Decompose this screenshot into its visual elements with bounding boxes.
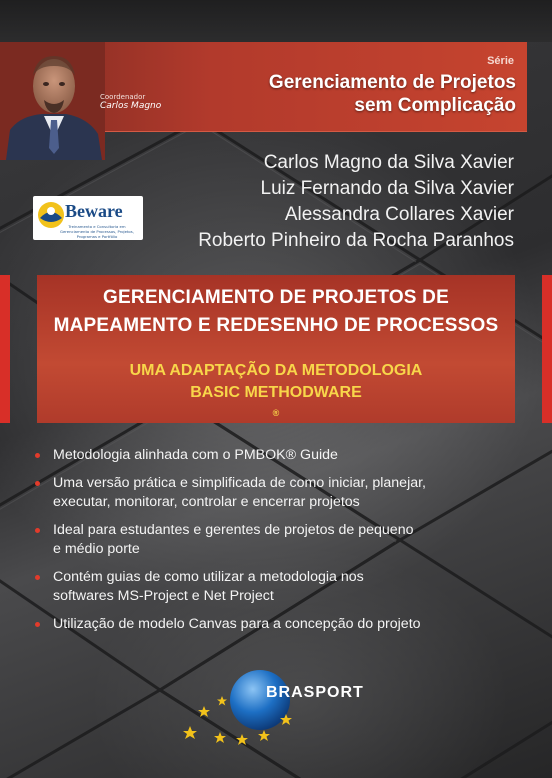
bullet-icon [35,453,40,458]
feature-text-line: Ideal para estudantes e gerentes de projetos de pequeno [53,522,414,538]
beware-tagline: Treinamento e Consultoria em Gerenciamento de Processos, Projetos, Programas e Portfólio [60,224,134,239]
feature-text-line: Contém guias de como utilizar a metodologia nos [53,569,364,585]
coordinator-name: Carlos Magno [100,101,162,111]
feature-text-line: Uma versão prática e simplificada de como iniciar, planejar, [53,475,426,491]
bullet-icon [35,481,40,486]
bullet-icon [35,528,40,533]
book-subtitle [37,360,515,426]
author-list [198,150,514,254]
book-subtitle-text: BASIC METHODWARE [190,384,362,401]
registered-mark: ® [272,408,280,418]
feature-text-line: Utilização de modelo Canvas para a concepção do projeto [53,616,421,632]
series-label: Série [487,55,514,67]
feature-text [53,568,464,606]
brasport-logo [180,664,390,748]
feature-item [34,615,464,634]
book-subtitle-line: UMA ADAPTAÇÃO DA METODOLOGIA [129,362,423,379]
feature-item [34,521,464,559]
top-strip [0,0,552,42]
feature-item [34,474,464,512]
beware-logo [33,196,143,240]
book-title [37,284,515,340]
series-title-line: sem Complicação [354,95,516,116]
coordinator-photo [0,42,105,160]
feature-text [53,474,464,512]
feature-text-line: e médio porte [53,541,140,557]
book-subtitle-line [37,382,515,426]
feature-text [53,615,464,634]
author-name: Carlos Magno da Silva Xavier [263,152,514,173]
coordinator-label: Coordenador [100,93,146,101]
feature-text-line: Metodologia alinhada com o PMBOK® Guide [53,447,338,463]
author-name: Luiz Fernando da Silva Xavier [260,178,514,199]
left-accent-bar [0,275,10,423]
feature-item [34,446,464,465]
series-title-line: Gerenciamento de Projetos [268,72,516,93]
feature-text-line: executar, monitorar, controlar e encerrar projetos [53,494,360,510]
feature-item [34,568,464,606]
book-title-line: MAPEAMENTO E REDESENHO DE PROCESSOS [53,315,499,336]
feature-list [34,446,464,643]
right-accent-bar [542,275,552,423]
series-title [196,71,516,117]
feature-text [53,446,464,465]
feature-text-line: softwares MS-Project e Net Project [53,588,274,604]
beware-wordmark: Beware [65,201,123,221]
publisher-name: BRASPORT [266,684,364,701]
author-name: Alessandra Collares Xavier [284,204,514,225]
feature-text [53,521,464,559]
bullet-icon [35,622,40,627]
book-title-line: GERENCIAMENTO DE PROJETOS DE [103,287,449,308]
author-name: Roberto Pinheiro da Rocha Paranhos [198,230,514,251]
bullet-icon [35,575,40,580]
